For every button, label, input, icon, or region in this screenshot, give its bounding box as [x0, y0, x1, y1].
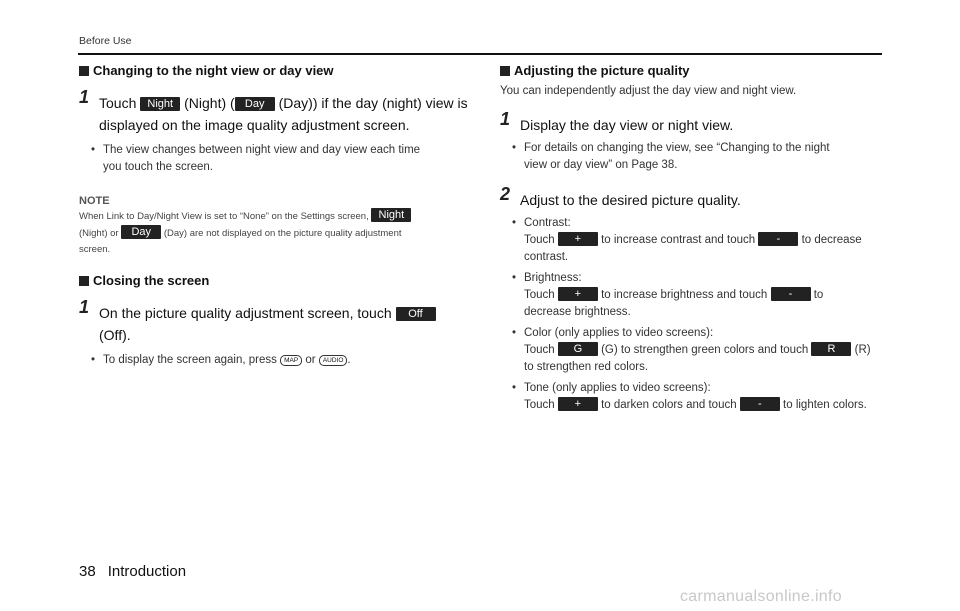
- map-button-icon: MAP: [280, 355, 302, 366]
- bullet-contrast: • Contrast: Touch + to increase contrast and touch - to decrease contrast.: [512, 217, 862, 263]
- step-1-closing: 1 On the picture quality adjustment screen, touch Off (Off).: [79, 302, 469, 346]
- step-2-adjust: 2 Adjust to the desired picture quality.: [500, 184, 741, 208]
- audio-button-icon: AUDIO: [319, 355, 348, 366]
- red-key: R: [811, 342, 851, 356]
- step-1-night-day: 1 Touch Night (Night) ( Day (Day)) if the day (night) view is displayed on the image quality adjustment screen.: [79, 87, 468, 133]
- minus-key: -: [771, 287, 811, 301]
- square-bullet-icon: [79, 66, 89, 76]
- page-number: 38: [79, 563, 96, 580]
- note-heading: NOTE: [79, 195, 110, 207]
- day-key: Day: [235, 97, 275, 111]
- chapter-title: Introduction: [107, 563, 187, 580]
- day-key: Day: [121, 225, 161, 239]
- header-section-label: Before Use: [79, 35, 132, 47]
- bullet-color: • Color (only applies to video screens): Touch G (G) to strengthen green colors and touch R (R) to strengthen red colors.: [512, 327, 871, 373]
- note-text: When Link to Day/Night View is set to “None” on the Settings screen, Night (Night) or Day (Day) are not displayed on the picture quality adjustment screen.: [79, 208, 469, 258]
- bullet-view-changes: • The view changes between night view and day view each time you touch the screen.: [91, 144, 421, 173]
- bullet-tone: • Tone (only applies to video screens): Touch + to darken colors and touch - to lighten colors.: [512, 382, 867, 411]
- right-column: [500, 62, 890, 414]
- header-rule: [78, 53, 882, 55]
- square-bullet-icon: [500, 66, 510, 76]
- night-key: Night: [371, 208, 411, 222]
- step-number: 1: [79, 87, 90, 107]
- night-key: Night: [140, 97, 180, 111]
- step-number: 2: [500, 184, 511, 204]
- step-1-display-view: 1 Display the day view or night view.: [500, 109, 734, 133]
- section-heading-closing: Closing the screen: [79, 272, 469, 290]
- bullet-display-again: • To display the screen again, press MAP or AUDIO .: [91, 354, 351, 366]
- step-number: 1: [500, 109, 511, 129]
- step-number: 1: [79, 297, 90, 317]
- off-key: Off: [396, 307, 436, 321]
- left-column: [79, 62, 469, 369]
- square-bullet-icon: [79, 276, 89, 286]
- minus-key: -: [740, 397, 780, 411]
- bullet-brightness: • Brightness: Touch + to increase brightness and touch - to decrease brightness.: [512, 272, 824, 318]
- intro-text: You can independently adjust the day view and night view.: [500, 85, 797, 97]
- watermark: carmanualsonline.info: [680, 588, 842, 605]
- minus-key: -: [758, 232, 798, 246]
- section-heading-night-day: Changing to the night view or day view: [79, 62, 469, 80]
- green-key: G: [558, 342, 598, 356]
- page-footer: [79, 563, 198, 580]
- plus-key: +: [558, 397, 598, 411]
- bullet-see-page: • For details on changing the view, see “Changing to the night view or day view” on Page 38.: [512, 142, 830, 171]
- plus-key: +: [558, 287, 598, 301]
- plus-key: +: [558, 232, 598, 246]
- section-heading-picture-quality: Adjusting the picture quality: [500, 62, 890, 80]
